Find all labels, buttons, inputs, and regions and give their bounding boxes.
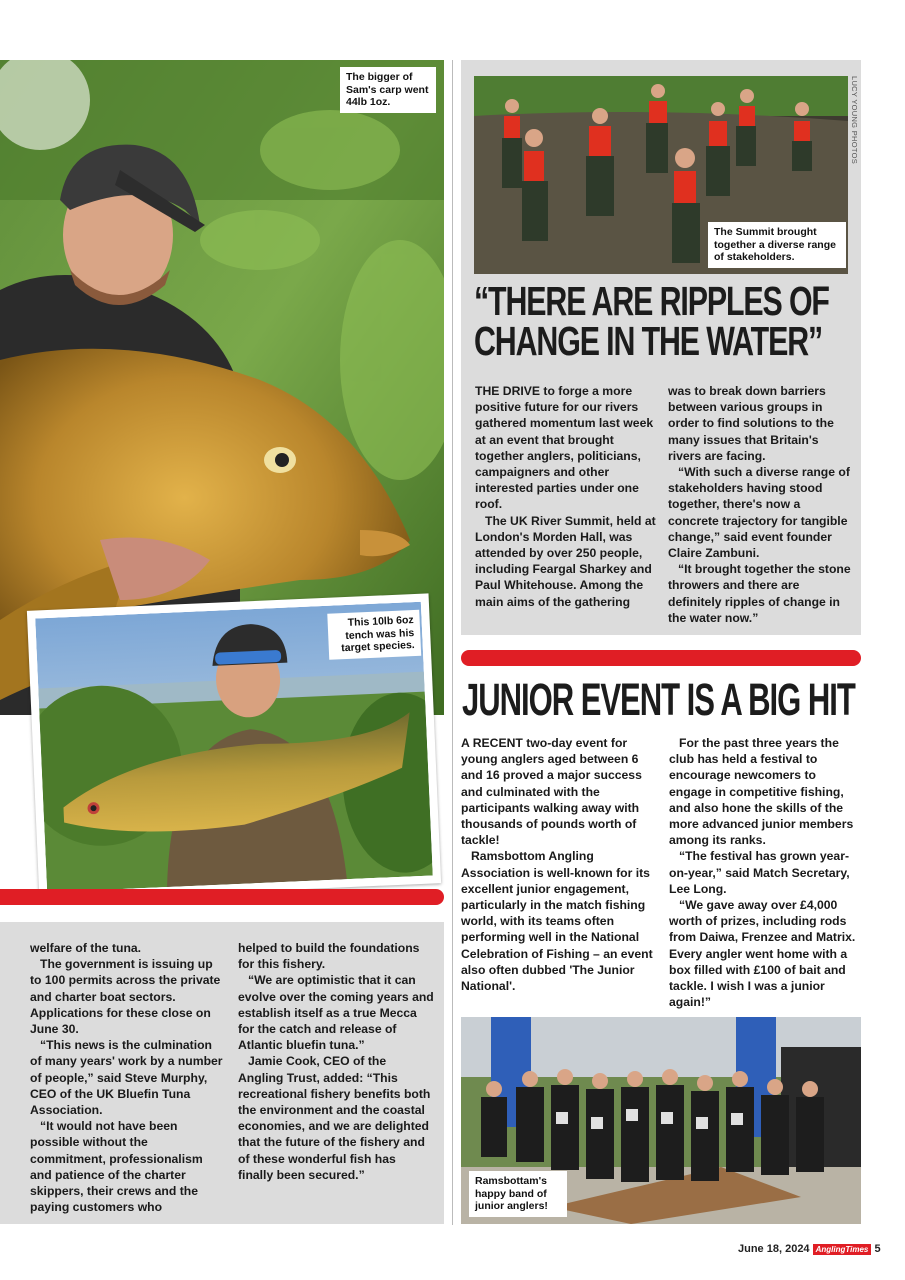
carp-caption: The bigger of Sam's carp went 44lb 1oz. bbox=[340, 67, 436, 113]
junior-headline: JUNIOR EVENT IS A BIG HIT bbox=[462, 674, 855, 725]
tuna-red-bar bbox=[0, 889, 444, 905]
column-divider bbox=[452, 60, 453, 1225]
summit-caption: The Summit brought together a diverse range of stakeholders. bbox=[708, 222, 846, 268]
photo-credit: LUCY YOUNG PHOTOS bbox=[850, 76, 859, 165]
summit-photo bbox=[474, 76, 848, 274]
page-footer bbox=[738, 1243, 881, 1255]
junior-col-1: A RECENT two-day event for young anglers aged between 6 and 16 proved a major success and culminated with the participants walking away with thousands of pounds worth of tackle! Ramsbottom Angling Association is well-known for its excellent junior engagement, particularly in the match fishing world, with its teams often performing well in the National Celebration of Fishing – an event also often dubbed 'The Junior National'. bbox=[461, 736, 653, 994]
tuna-col-1: welfare of the tuna. The government is issuing up to 100 permits across the private and charter boat sectors. Applications for these close on June 30. “This news is the culmination of many years' work by a number of people,” said Steve Murphy, CEO of the UK Bluefin Tuna Association. “It would not have been possible without the commitment, professionalism and patience of the charter skippers, their crews and the paying customers who bbox=[30, 941, 223, 1215]
juniors-caption: Ramsbottam's happy band of junior anglers! bbox=[469, 1171, 567, 1217]
tench-photo bbox=[35, 602, 433, 893]
junior-col-2: For the past three years the club has held a festival to encourage newcomers to engage in competitive fishing, and also hone the skills of the more advanced junior members among its ranks. “The festival has grown year-on-year,” said Match Secretary, Lee Long. “We gave away over £4,000 worth of prizes, including rods from Daiwa, Frenzee and Matrix. Every angler went home with a box filled with £100 of bait and tackle. I wish I was a junior again!” bbox=[669, 736, 856, 1010]
ripples-headline: “THERE ARE RIPPLES OF CHANGE IN THE WATER” bbox=[474, 278, 829, 364]
issue-date: June 18, 2024 bbox=[738, 1243, 810, 1255]
brand-logo: AnglingTimes bbox=[813, 1244, 872, 1255]
juniors-photo bbox=[461, 1017, 861, 1224]
ripples-col-2: was to break down barriers between various groups in order to find solutions to the many issues that Britain's rivers are facing. “With such a diverse range of stakeholders having stood together, there's now a concrete trajectory for tangible change,” said event founder Claire Zambuni. “It brought together the stone throwers and there are definitely ripples of change in the water now.” bbox=[668, 384, 851, 625]
page-number: 5 bbox=[874, 1243, 881, 1255]
junior-red-bar bbox=[461, 650, 861, 666]
tench-photo-frame bbox=[27, 593, 441, 900]
tuna-col-2: helped to build the foundations for this fishery. “We are optimistic that it can evolve over the coming years and establish itself as a true Mecca for the catch and release of Atlantic bluefin tuna.” Jamie Cook, CEO of the Angling Trust, added: “This recreational fishery benefits both the environment and the coastal economies, and we are delighted that the future of the fishery and of these wonderful fish has finally been secured.” bbox=[238, 941, 434, 1182]
ripples-col-1: THE DRIVE to forge a more positive future for our rivers gathered momentum last week at an event that brought together anglers, politicians, campaigners and other interested parties under one roof. The UK River Summit, held at London's Morden Hall, was attended by over 250 people, including Feargal Sharkey and Paul Whitehouse. Among the main aims of the gathering bbox=[475, 384, 656, 609]
tench-caption: This 10lb 6oz tench was his target species. bbox=[327, 610, 421, 659]
